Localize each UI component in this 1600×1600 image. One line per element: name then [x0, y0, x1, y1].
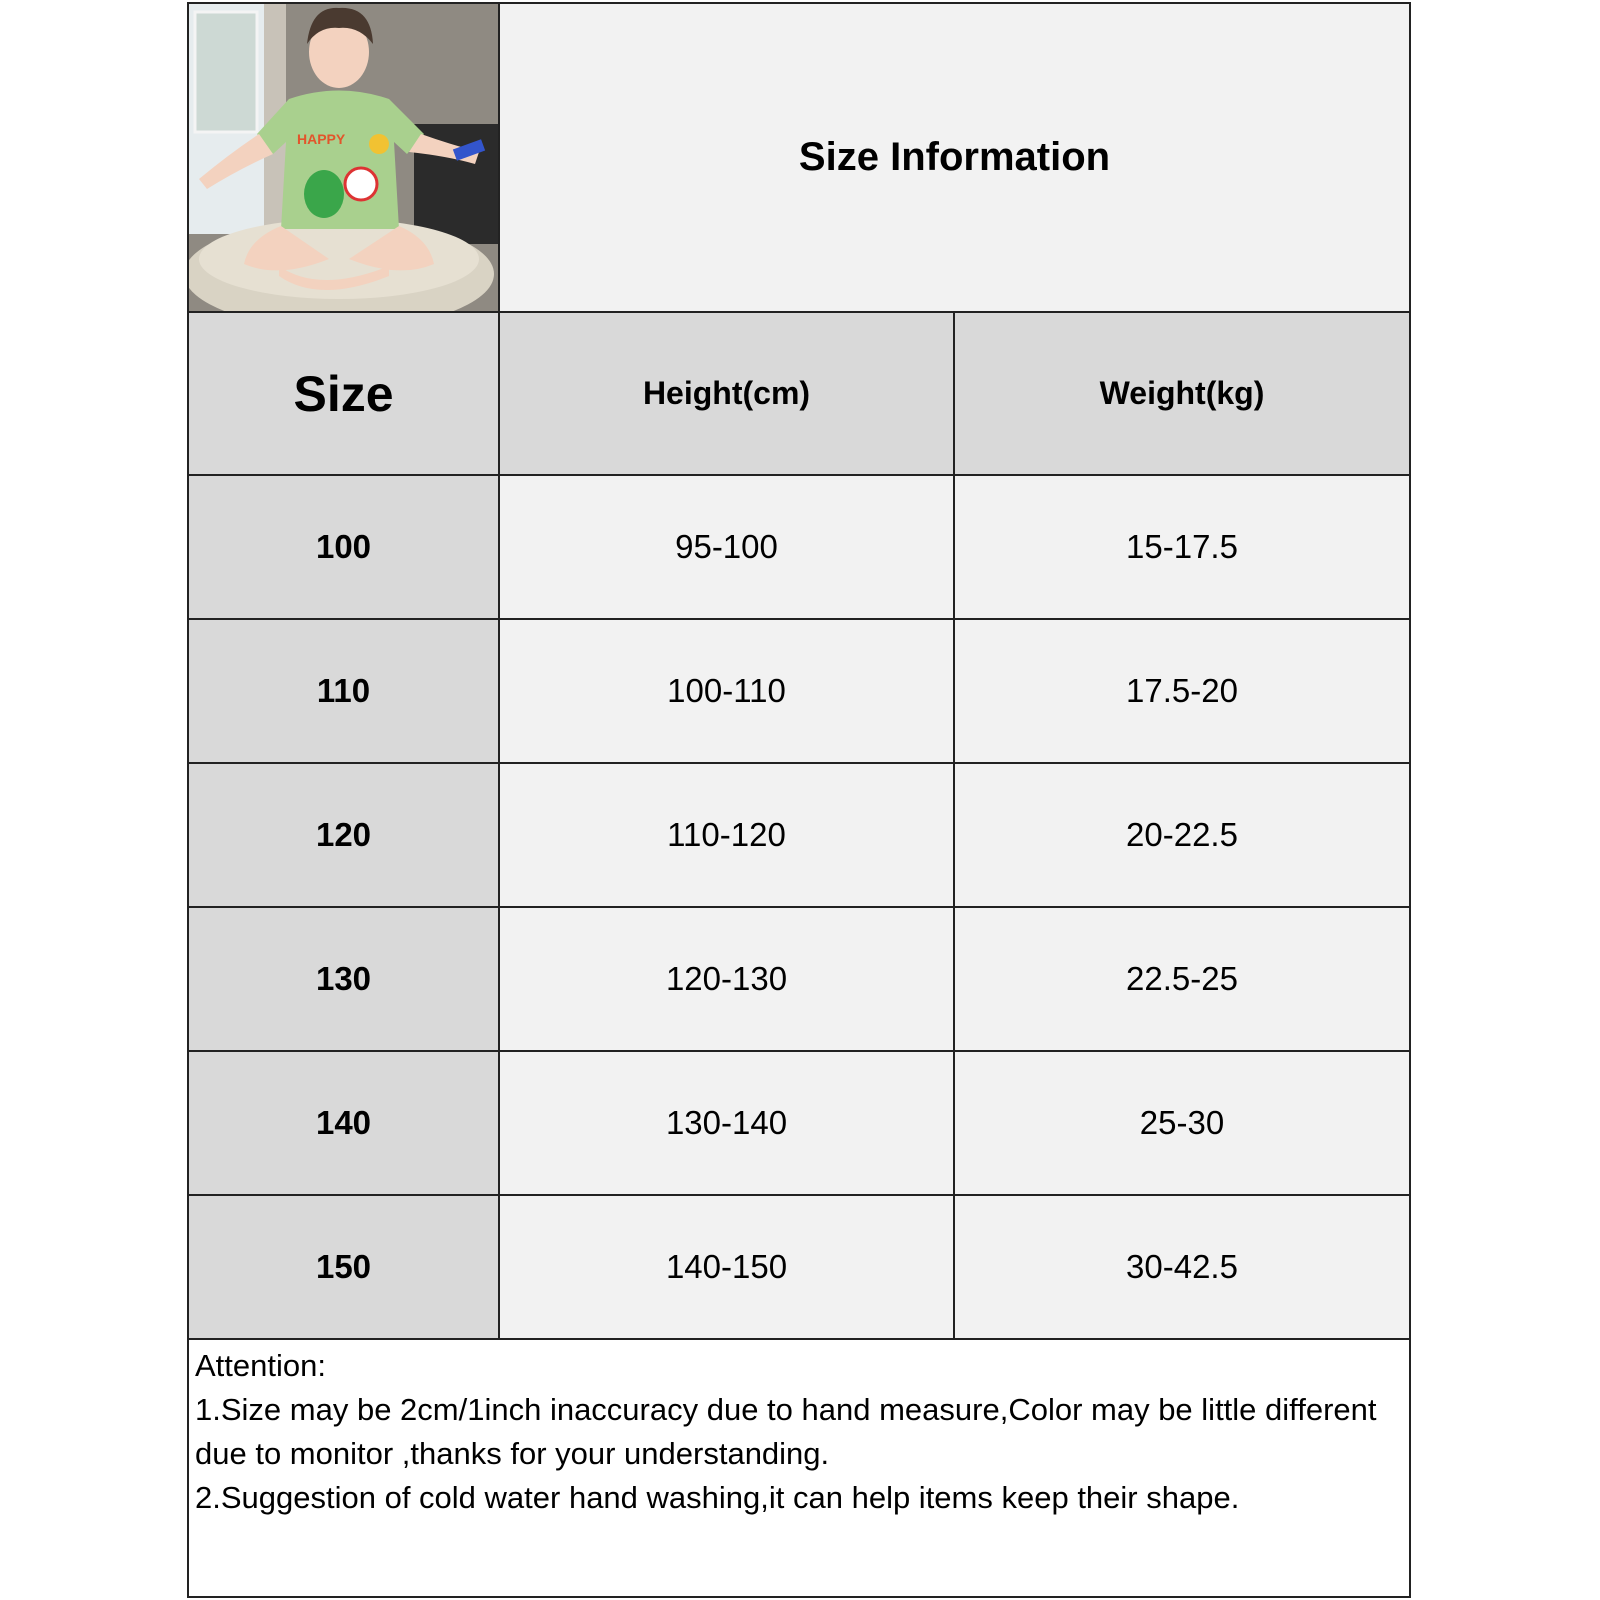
header-weight [955, 313, 1409, 476]
size-cell: 150 [189, 1196, 500, 1340]
shirt-print-text: HAPPY [297, 131, 346, 147]
size-cell: 120 [189, 764, 500, 908]
header-size [189, 313, 500, 476]
header-size-label: Size [293, 365, 394, 422]
weight-cell: 25-30 [955, 1052, 1409, 1196]
header-height [500, 313, 955, 476]
size-chart-sheet [187, 2, 1411, 1598]
weight-cell: 30-42.5 [955, 1196, 1409, 1340]
page-title: Size Information [798, 135, 1111, 179]
height-cell: 100-110 [500, 620, 955, 764]
height-cell: 140-150 [500, 1196, 955, 1340]
notes-line-2: 2.Suggestion of cold water hand washing,it can help items keep their shape. [195, 1480, 1240, 1515]
height-cell: 120-130 [500, 908, 955, 1052]
notes-heading: Attention: [195, 1348, 326, 1383]
child-in-tshirt-photo [189, 4, 498, 311]
title-cell [500, 4, 1409, 313]
attention-notes [189, 1340, 1409, 1596]
size-cell: 130 [189, 908, 500, 1052]
size-cell: 140 [189, 1052, 500, 1196]
height-cell: 130-140 [500, 1052, 955, 1196]
weight-cell: 22.5-25 [955, 908, 1409, 1052]
size-cell: 100 [189, 476, 500, 620]
weight-cell: 17.5-20 [955, 620, 1409, 764]
height-cell: 110-120 [500, 764, 955, 908]
header-weight-label: Weight(kg) [1099, 375, 1265, 411]
product-photo [189, 4, 500, 313]
weight-cell: 20-22.5 [955, 764, 1409, 908]
header-height-label: Height(cm) [642, 375, 811, 411]
weight-cell: 15-17.5 [955, 476, 1409, 620]
size-cell: 110 [189, 620, 500, 764]
height-cell: 95-100 [500, 476, 955, 620]
notes-line-1: 1.Size may be 2cm/1inch inaccuracy due to hand measure,Color may be little different due to monitor ,thanks for your understanding. [195, 1392, 1377, 1471]
